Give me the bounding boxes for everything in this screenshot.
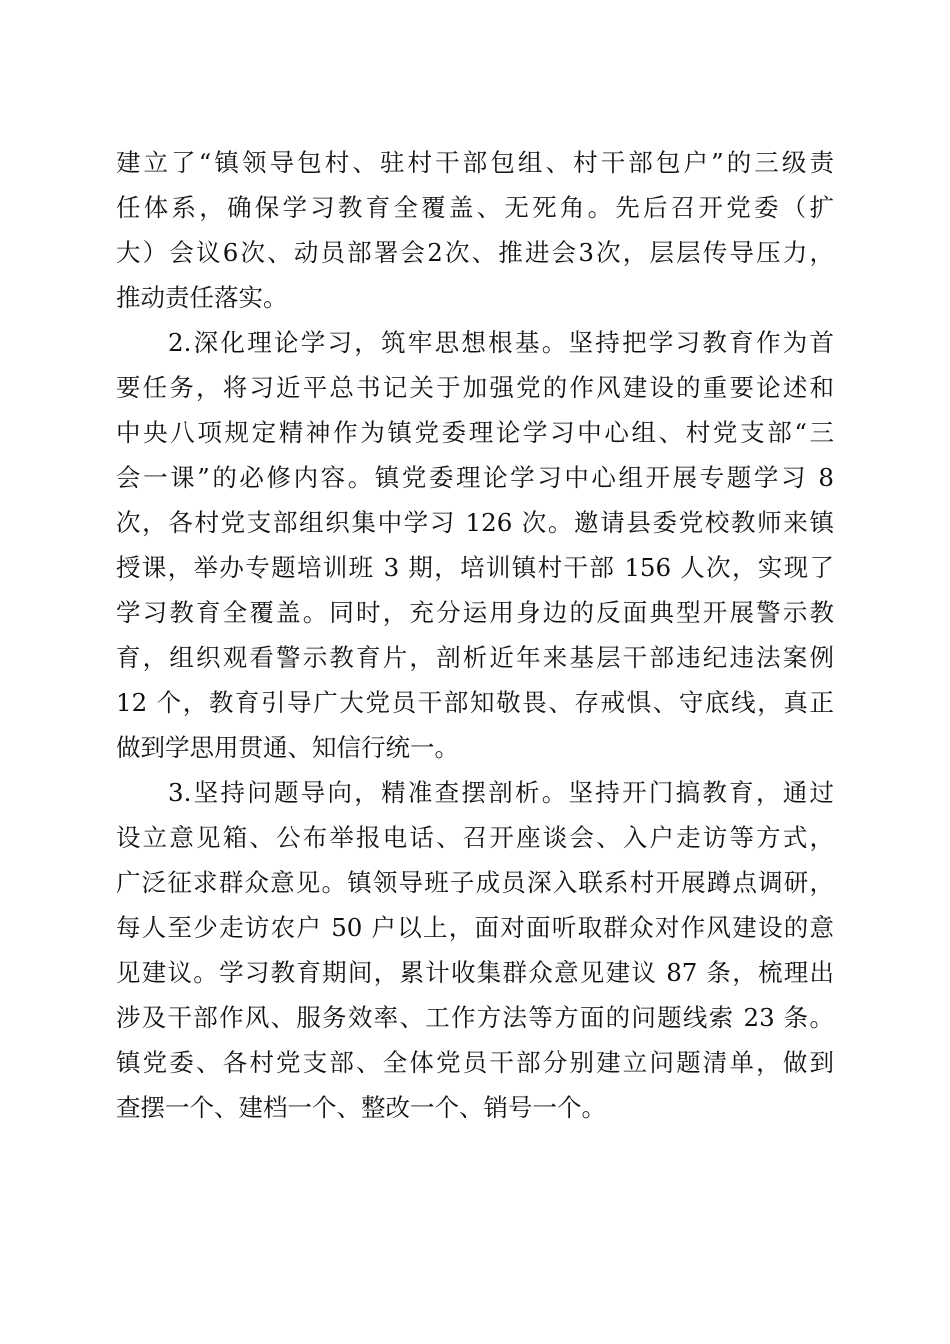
text-line: 12 个，教育引导广大党员干部知敬畏、存戒惧、守底线，真正 (116, 688, 834, 717)
text-line: 做到学思用贯通、知信行统一。 (116, 733, 459, 762)
text-line: 要任务，将习近平总书记关于加强党的作风建设的重要论述和 (116, 373, 834, 402)
text-line: 次，各村党支部组织集中学习 126 次。邀请县委党校教师来镇 (116, 508, 834, 537)
text-line: 育，组织观看警示教育片，剖析近年来基层干部违纪违法案例 (116, 643, 834, 672)
text-line: 设立意见箱、公布举报电话、召开座谈会、入户走访等方式， (116, 823, 834, 852)
text-line: 建立了“镇领导包村、驻村干部包组、村干部包户”的三级责 (116, 148, 834, 177)
text-line: 见建议。学习教育期间，累计收集群众意见建议 87 条，梳理出 (116, 958, 834, 987)
text-line: 授课，举办专题培训班 3 期，培训镇村干部 156 人次，实现了 (116, 553, 834, 582)
text-line: 大）会议6次、动员部署会2次、推进会3次，层层传导压力， (116, 238, 834, 267)
text-line: 每人至少走访农户 50 户以上，面对面听取群众对作风建设的意 (116, 913, 834, 942)
text-line: 任体系，确保学习教育全覆盖、无死角。先后召开党委（扩 (116, 193, 834, 222)
text-line: 中央八项规定精神作为镇党委理论学习中心组、村党支部“三 (116, 418, 834, 447)
paragraph-heading-line: 2.深化理论学习，筑牢思想根基。坚持把学习教育作为首 (168, 328, 834, 357)
document-body (116, 140, 834, 1130)
text-line: 广泛征求群众意见。镇领导班子成员深入联系村开展蹲点调研， (116, 868, 834, 897)
text-line: 查摆一个、建档一个、整改一个、销号一个。 (116, 1093, 606, 1122)
text-line: 学习教育全覆盖。同时，充分运用身边的反面典型开展警示教 (116, 598, 834, 627)
paragraph-problem-oriented (116, 770, 834, 1130)
text-line: 会一课”的必修内容。镇党委理论学习中心组开展专题学习 8 (116, 463, 834, 492)
paragraph-responsibility (116, 140, 834, 320)
text-line: 镇党委、各村党支部、全体党员干部分别建立问题清单，做到 (116, 1048, 834, 1077)
text-line: 涉及干部作风、服务效率、工作方法等方面的问题线索 23 条。 (116, 1003, 834, 1032)
paragraph-theory-study (116, 320, 834, 770)
text-line: 推动责任落实。 (116, 283, 288, 312)
paragraph-heading-line: 3.坚持问题导向，精准查摆剖析。坚持开门搞教育，通过 (168, 778, 834, 807)
